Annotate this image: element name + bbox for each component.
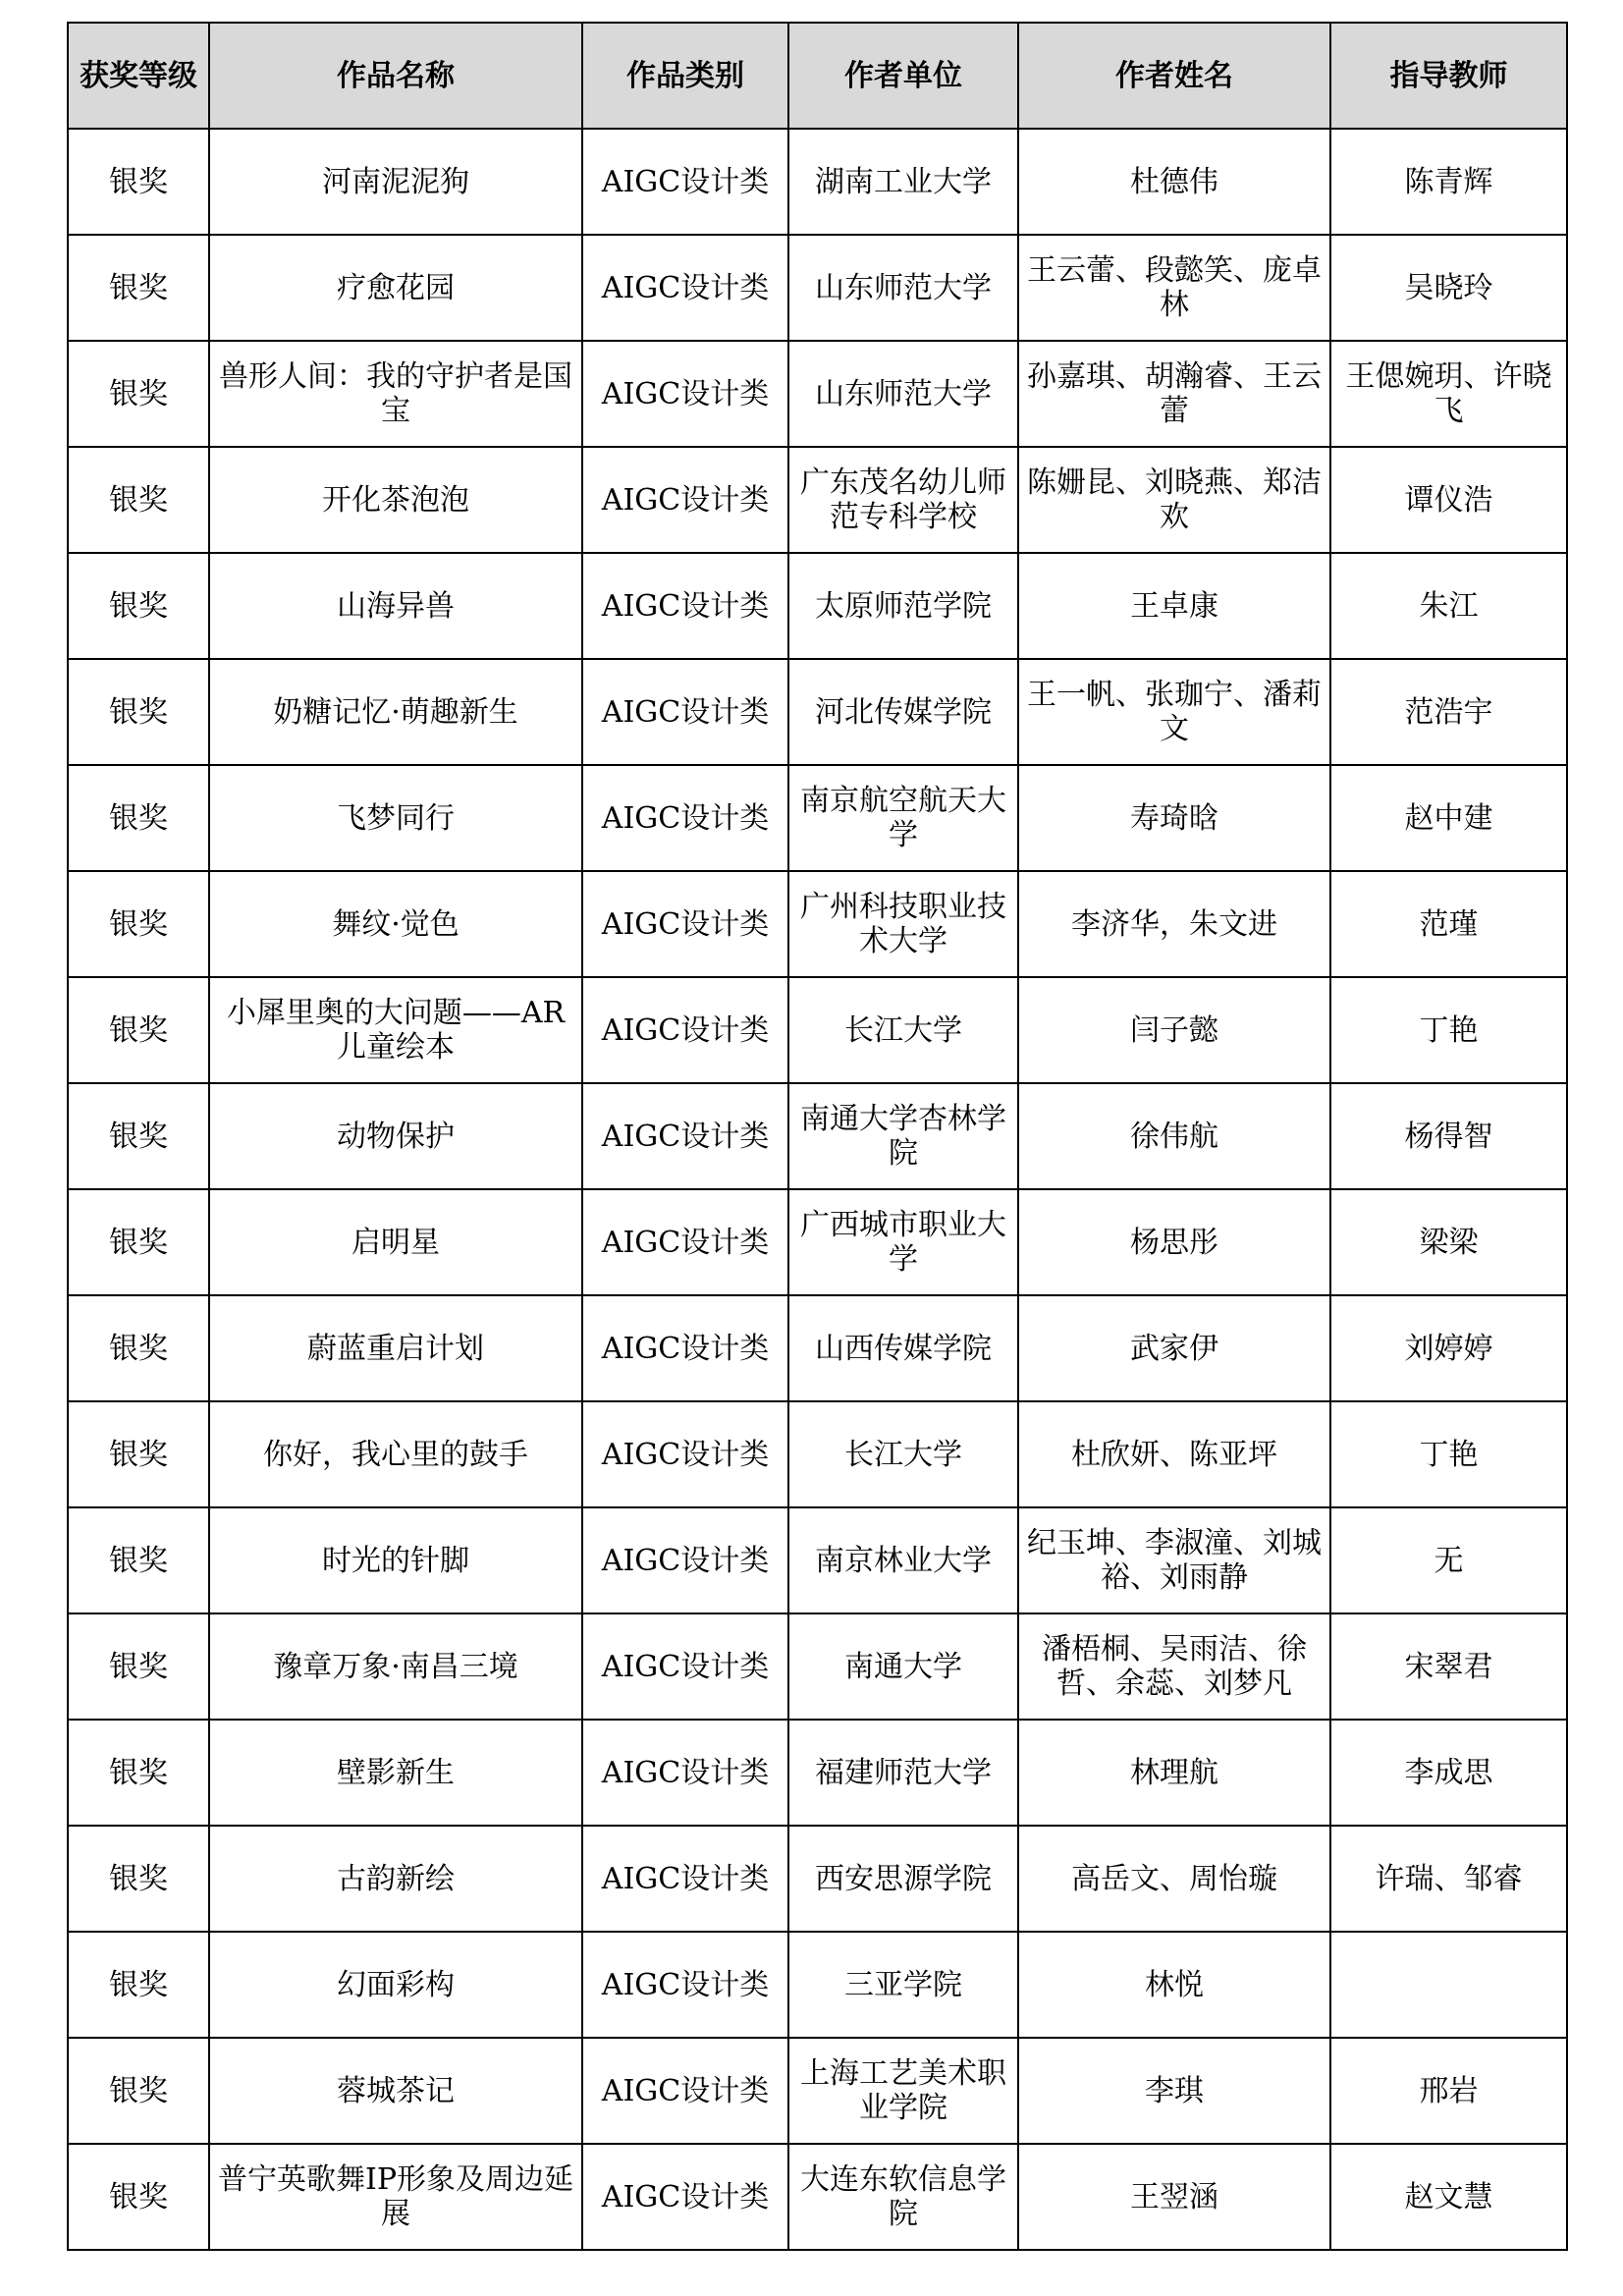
work-title-cell: 疗愈花园: [209, 235, 582, 341]
work-title-cell: 动物保护: [209, 1083, 582, 1189]
author-names-cell: 纪玉坤、李淑潼、刘城裕、刘雨静: [1018, 1507, 1330, 1613]
award-level-cell: 银奖: [68, 1932, 209, 2038]
work-category-cell: AIGC设计类: [582, 2144, 788, 2250]
work-category-cell: AIGC设计类: [582, 659, 788, 765]
advisor-cell: 王偲婉玥、许晓飞: [1330, 341, 1567, 447]
work-category-cell: AIGC设计类: [582, 765, 788, 871]
work-category-cell: AIGC设计类: [582, 1401, 788, 1507]
author-institution-cell: 上海工艺美术职业学院: [788, 2038, 1018, 2144]
author-names-cell: 杜欣妍、陈亚坪: [1018, 1401, 1330, 1507]
award-level-cell: 银奖: [68, 977, 209, 1083]
author-names-cell: 王卓康: [1018, 553, 1330, 659]
author-names-cell: 孙嘉琪、胡瀚睿、王云蕾: [1018, 341, 1330, 447]
work-title-cell: 你好，我心里的鼓手: [209, 1401, 582, 1507]
advisor-cell: 李成思: [1330, 1720, 1567, 1826]
author-institution-cell: 山东师范大学: [788, 341, 1018, 447]
author-institution-cell: 南京航空航天大学: [788, 765, 1018, 871]
advisor-cell: 赵文慧: [1330, 2144, 1567, 2250]
award-level-cell: 银奖: [68, 341, 209, 447]
table-row: [68, 235, 1567, 341]
work-title-cell: 壁影新生: [209, 1720, 582, 1826]
table-row: [68, 871, 1567, 977]
author-names-cell: 潘梧桐、吴雨洁、徐哲、余蕊、刘梦凡: [1018, 1613, 1330, 1720]
author-names-cell: 陈姗昆、刘晓燕、郑洁欢: [1018, 447, 1330, 553]
header-advisor: 指导教师: [1330, 23, 1567, 129]
work-category-cell: AIGC设计类: [582, 235, 788, 341]
author-names-cell: 王云蕾、段懿笑、庞卓林: [1018, 235, 1330, 341]
author-institution-cell: 广西城市职业大学: [788, 1189, 1018, 1295]
table-body: [68, 129, 1567, 2250]
work-title-cell: 小犀里奥的大问题——AR儿童绘本: [209, 977, 582, 1083]
award-level-cell: 银奖: [68, 1507, 209, 1613]
work-title-cell: 幻面彩构: [209, 1932, 582, 2038]
header-author-institution: 作者单位: [788, 23, 1018, 129]
table-row: [68, 553, 1567, 659]
work-category-cell: AIGC设计类: [582, 1507, 788, 1613]
author-institution-cell: 太原师范学院: [788, 553, 1018, 659]
work-category-cell: AIGC设计类: [582, 977, 788, 1083]
author-institution-cell: 南京林业大学: [788, 1507, 1018, 1613]
author-institution-cell: 福建师范大学: [788, 1720, 1018, 1826]
author-institution-cell: 山西传媒学院: [788, 1295, 1018, 1401]
award-level-cell: 银奖: [68, 1720, 209, 1826]
work-title-cell: 启明星: [209, 1189, 582, 1295]
award-level-cell: 银奖: [68, 765, 209, 871]
advisor-cell: 谭仪浩: [1330, 447, 1567, 553]
work-title-cell: 河南泥泥狗: [209, 129, 582, 235]
header-work-category: 作品类别: [582, 23, 788, 129]
author-institution-cell: 大连东软信息学院: [788, 2144, 1018, 2250]
advisor-cell: 邢岩: [1330, 2038, 1567, 2144]
advisor-cell: 朱江: [1330, 553, 1567, 659]
advisor-cell: 赵中建: [1330, 765, 1567, 871]
author-institution-cell: 西安思源学院: [788, 1826, 1018, 1932]
work-title-cell: 蔚蓝重启计划: [209, 1295, 582, 1401]
work-title-cell: 飞梦同行: [209, 765, 582, 871]
work-category-cell: AIGC设计类: [582, 1295, 788, 1401]
advisor-cell: 吴晓玲: [1330, 235, 1567, 341]
author-institution-cell: 河北传媒学院: [788, 659, 1018, 765]
award-level-cell: 银奖: [68, 1295, 209, 1401]
award-level-cell: 银奖: [68, 1083, 209, 1189]
table-row: [68, 1189, 1567, 1295]
advisor-cell: [1330, 1932, 1567, 2038]
work-category-cell: AIGC设计类: [582, 1932, 788, 2038]
work-title-cell: 山海异兽: [209, 553, 582, 659]
advisor-cell: 范瑾: [1330, 871, 1567, 977]
author-names-cell: 李琪: [1018, 2038, 1330, 2144]
table-row: [68, 1932, 1567, 2038]
table-row: [68, 1401, 1567, 1507]
work-title-cell: 时光的针脚: [209, 1507, 582, 1613]
table-row: [68, 1083, 1567, 1189]
author-institution-cell: 南通大学: [788, 1613, 1018, 1720]
author-names-cell: 林悦: [1018, 1932, 1330, 2038]
award-level-cell: 银奖: [68, 1401, 209, 1507]
author-names-cell: 王翌涵: [1018, 2144, 1330, 2250]
advisor-cell: 范浩宇: [1330, 659, 1567, 765]
table-row: [68, 447, 1567, 553]
work-title-cell: 普宁英歌舞IP形象及周边延展: [209, 2144, 582, 2250]
work-title-cell: 古韵新绘: [209, 1826, 582, 1932]
author-institution-cell: 南通大学杏林学院: [788, 1083, 1018, 1189]
work-category-cell: AIGC设计类: [582, 129, 788, 235]
work-category-cell: AIGC设计类: [582, 1613, 788, 1720]
work-category-cell: AIGC设计类: [582, 447, 788, 553]
table-row: [68, 2038, 1567, 2144]
author-institution-cell: 长江大学: [788, 1401, 1018, 1507]
header-author-names: 作者姓名: [1018, 23, 1330, 129]
author-names-cell: 杨思彤: [1018, 1189, 1330, 1295]
table-row: [68, 129, 1567, 235]
work-title-cell: 兽形人间：我的守护者是国宝: [209, 341, 582, 447]
table-row: [68, 1720, 1567, 1826]
work-category-cell: AIGC设计类: [582, 1189, 788, 1295]
award-table: [67, 22, 1568, 2251]
advisor-cell: 许瑞、邹睿: [1330, 1826, 1567, 1932]
award-level-cell: 银奖: [68, 129, 209, 235]
author-institution-cell: 三亚学院: [788, 1932, 1018, 2038]
table-row: [68, 765, 1567, 871]
table-row: [68, 1507, 1567, 1613]
author-names-cell: 李济华，朱文进: [1018, 871, 1330, 977]
table-header-row: [68, 23, 1567, 129]
work-title-cell: 豫章万象·南昌三境: [209, 1613, 582, 1720]
table-row: [68, 1826, 1567, 1932]
author-institution-cell: 长江大学: [788, 977, 1018, 1083]
author-institution-cell: 湖南工业大学: [788, 129, 1018, 235]
work-title-cell: 舞纹·觉色: [209, 871, 582, 977]
header-work-title: 作品名称: [209, 23, 582, 129]
advisor-cell: 陈青辉: [1330, 129, 1567, 235]
work-category-cell: AIGC设计类: [582, 1826, 788, 1932]
advisor-cell: 丁艳: [1330, 1401, 1567, 1507]
award-level-cell: 银奖: [68, 447, 209, 553]
award-level-cell: 银奖: [68, 659, 209, 765]
table-row: [68, 2144, 1567, 2250]
work-category-cell: AIGC设计类: [582, 2038, 788, 2144]
author-names-cell: 林理航: [1018, 1720, 1330, 1826]
author-institution-cell: 山东师范大学: [788, 235, 1018, 341]
advisor-cell: 宋翠君: [1330, 1613, 1567, 1720]
award-list-page: [67, 22, 1566, 2251]
award-level-cell: 银奖: [68, 1613, 209, 1720]
author-names-cell: 王一帆、张珈宁、潘莉文: [1018, 659, 1330, 765]
award-level-cell: 银奖: [68, 553, 209, 659]
author-names-cell: 杜德伟: [1018, 129, 1330, 235]
table-row: [68, 659, 1567, 765]
work-category-cell: AIGC设计类: [582, 1720, 788, 1826]
award-level-cell: 银奖: [68, 2144, 209, 2250]
work-category-cell: AIGC设计类: [582, 871, 788, 977]
award-level-cell: 银奖: [68, 1826, 209, 1932]
award-level-cell: 银奖: [68, 2038, 209, 2144]
table-row: [68, 977, 1567, 1083]
work-title-cell: 奶糖记忆·萌趣新生: [209, 659, 582, 765]
advisor-cell: 刘婷婷: [1330, 1295, 1567, 1401]
work-title-cell: 开化茶泡泡: [209, 447, 582, 553]
author-names-cell: 徐伟航: [1018, 1083, 1330, 1189]
advisor-cell: 杨得智: [1330, 1083, 1567, 1189]
author-names-cell: 寿琦晗: [1018, 765, 1330, 871]
award-level-cell: 银奖: [68, 235, 209, 341]
author-institution-cell: 广东茂名幼儿师范专科学校: [788, 447, 1018, 553]
advisor-cell: 梁梁: [1330, 1189, 1567, 1295]
author-institution-cell: 广州科技职业技术大学: [788, 871, 1018, 977]
work-category-cell: AIGC设计类: [582, 341, 788, 447]
work-category-cell: AIGC设计类: [582, 1083, 788, 1189]
table-row: [68, 1295, 1567, 1401]
table-row: [68, 1613, 1567, 1720]
author-names-cell: 武家伊: [1018, 1295, 1330, 1401]
award-level-cell: 银奖: [68, 871, 209, 977]
table-row: [68, 341, 1567, 447]
advisor-cell: 丁艳: [1330, 977, 1567, 1083]
header-award-level: 获奖等级: [68, 23, 209, 129]
work-category-cell: AIGC设计类: [582, 553, 788, 659]
work-title-cell: 蓉城茶记: [209, 2038, 582, 2144]
award-level-cell: 银奖: [68, 1189, 209, 1295]
author-names-cell: 高岳文、周怡璇: [1018, 1826, 1330, 1932]
author-names-cell: 闫子懿: [1018, 977, 1330, 1083]
advisor-cell: 无: [1330, 1507, 1567, 1613]
